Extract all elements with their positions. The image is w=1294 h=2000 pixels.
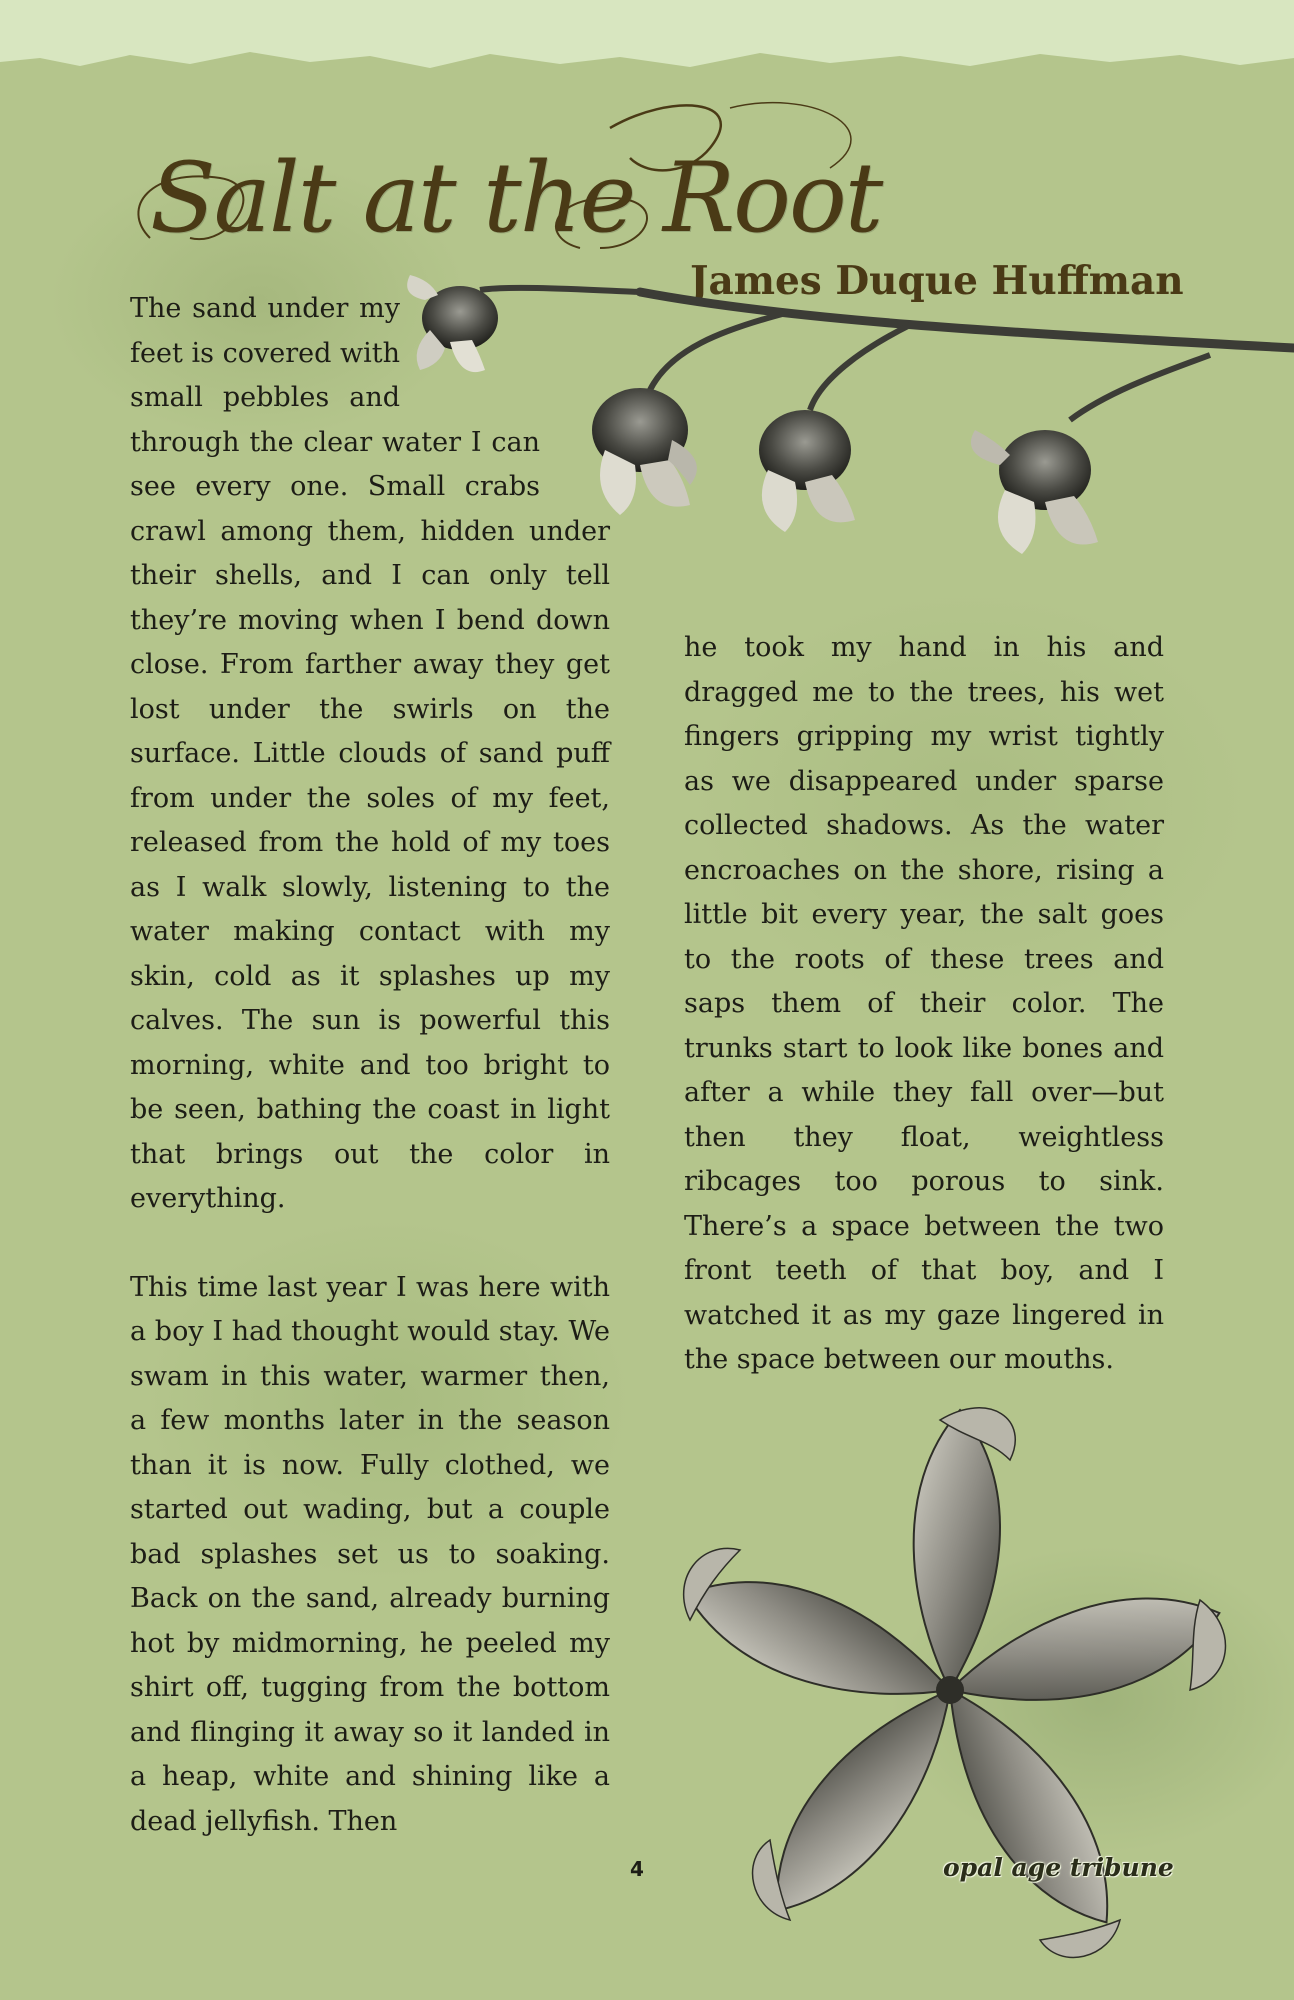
leaf-petal bbox=[914, 1410, 1000, 1690]
article-column-right bbox=[684, 626, 1164, 1383]
body-paragraph-2: This time last year I was here with a boy I had thought would stay. We swam in this water, warmer then, a few months later in the season than it is now. Fully clothed, we started out wading, but a couple bad splashes set us to soaking. Back on the sand, already burning hot by midmorning, he peeled my shirt off, tugging from the bottom and flinging it away so it landed in a heap, white and shining like a dead jellyfish. Then bbox=[130, 1271, 610, 1837]
article-column-left bbox=[130, 287, 610, 1844]
page-number: 4 bbox=[630, 1857, 644, 1881]
publication-name: opal age tribune bbox=[943, 1853, 1174, 1882]
article-title: Salt at the Root bbox=[150, 142, 882, 254]
body-paragraph-1: The sand under my feet is covered with small pebbles and through the clear water I can see every one. Small crabs crawl among them, hidden under their shells, and I can only tell they’re moving when I bend down close. From farther away they get lost under the swirls on the surface. Little clouds of sand puff from under the soles of my feet, released from the hold of my toes as I walk slowly, listening to the water making contact with my skin, cold as it splashes up my calves. The sun is powerful this morning, white and too bright to be seen, bathing the coast in light that brings out the color in everything. bbox=[130, 293, 610, 1214]
title-flourish-decoration bbox=[110, 88, 1010, 278]
dried-blossom-illustration bbox=[660, 1390, 1240, 2000]
flower-bell-4 bbox=[971, 430, 1098, 554]
text-wrap-spacer bbox=[400, 287, 610, 419]
flower-bell-3 bbox=[759, 410, 855, 532]
text-wrap-spacer bbox=[540, 419, 610, 507]
author-name: James Duque Huffman bbox=[690, 258, 1184, 304]
body-paragraph-3: he took my hand in his and dragged me to the trees, his wet fingers gripping my wrist tightly as we disappeared under sparse collected shadows. As the water encroaches on the shore, rising a little bit every year, the salt goes to the roots of these trees and saps them of their color. The trunks start to look like bones and after a while they fall over—but then they float, weightless ribcages too porous to sink. There’s a space between the two front teeth of that boy, and I watched it as my gaze lingered in the space between our mouths. bbox=[684, 632, 1164, 1375]
